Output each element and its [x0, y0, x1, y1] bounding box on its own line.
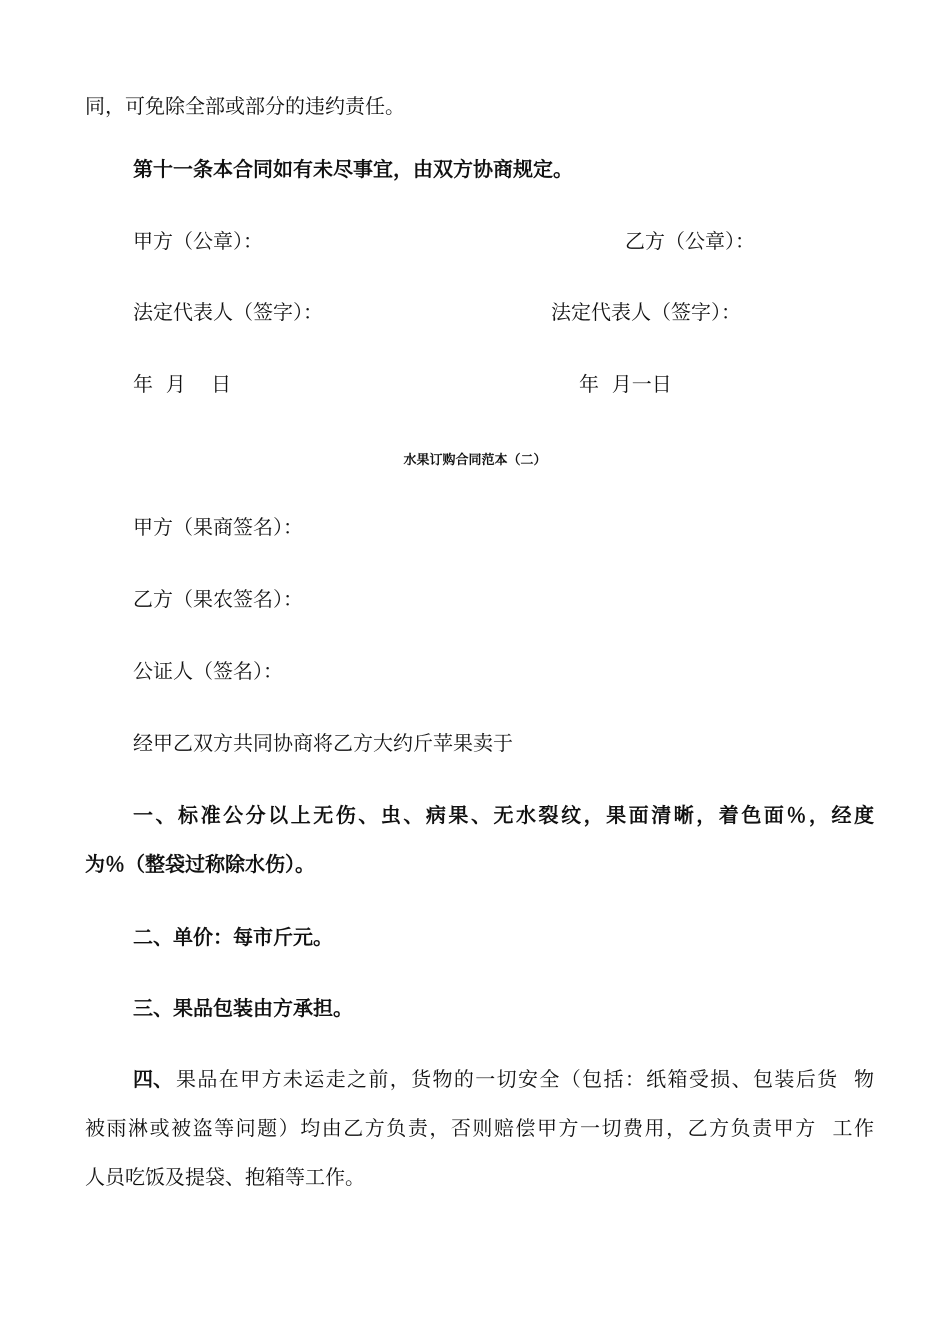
date-b-label: 年 月一日	[579, 372, 672, 396]
party-a-signature-label: 甲方（果商签名）：	[133, 515, 303, 539]
notary-signature-label: 公证人（签名）：	[133, 659, 283, 683]
rep-b-signature-label: 法定代表人（签字）：	[551, 300, 741, 324]
party-b-seal-label: 乙方（公章）：	[625, 229, 755, 253]
clause-4-line-2: 被雨淋或被盗等问题）均由乙方负责，否则赔偿甲方一切费用，乙方负责甲方 工作	[85, 1116, 874, 1140]
continuation-text: 同，可免除全部或部分的违约责任。	[85, 94, 405, 118]
article-11-heading: 第十一条本合同如有未尽事宜，由双方协商规定。	[133, 157, 573, 181]
clause-2: 二、单价：每市斤元。	[133, 925, 333, 949]
rep-a-signature-label: 法定代表人（签字）：	[133, 300, 323, 324]
party-b-signature-label: 乙方（果农签名）：	[133, 587, 303, 611]
contract-title: 水果订购合同范本（二）	[403, 453, 547, 468]
clause-1-line-1: 一、标准公分以上无伤、虫、病果、无水裂纹，果面清晰，着色面％，经度	[133, 803, 874, 827]
intro-paragraph: 经甲乙双方共同协商将乙方大约斤苹果卖于	[133, 731, 513, 755]
clause-4-line-1: 果品在甲方未运走之前，货物的一切安全（包括：纸箱受损、包装后货 物	[176, 1067, 874, 1091]
party-a-seal-label: 甲方（公章）：	[133, 229, 263, 253]
clause-1-line-2: 为％（整袋过称除水伤）。	[85, 852, 315, 876]
clause-3: 三、果品包装由方承担。	[133, 996, 353, 1020]
clause-4-label: 四、	[133, 1067, 173, 1091]
clause-4-line-3: 人员吃饭及提袋、抱箱等工作。	[85, 1165, 365, 1189]
date-a-label: 年 月 日	[133, 372, 232, 396]
